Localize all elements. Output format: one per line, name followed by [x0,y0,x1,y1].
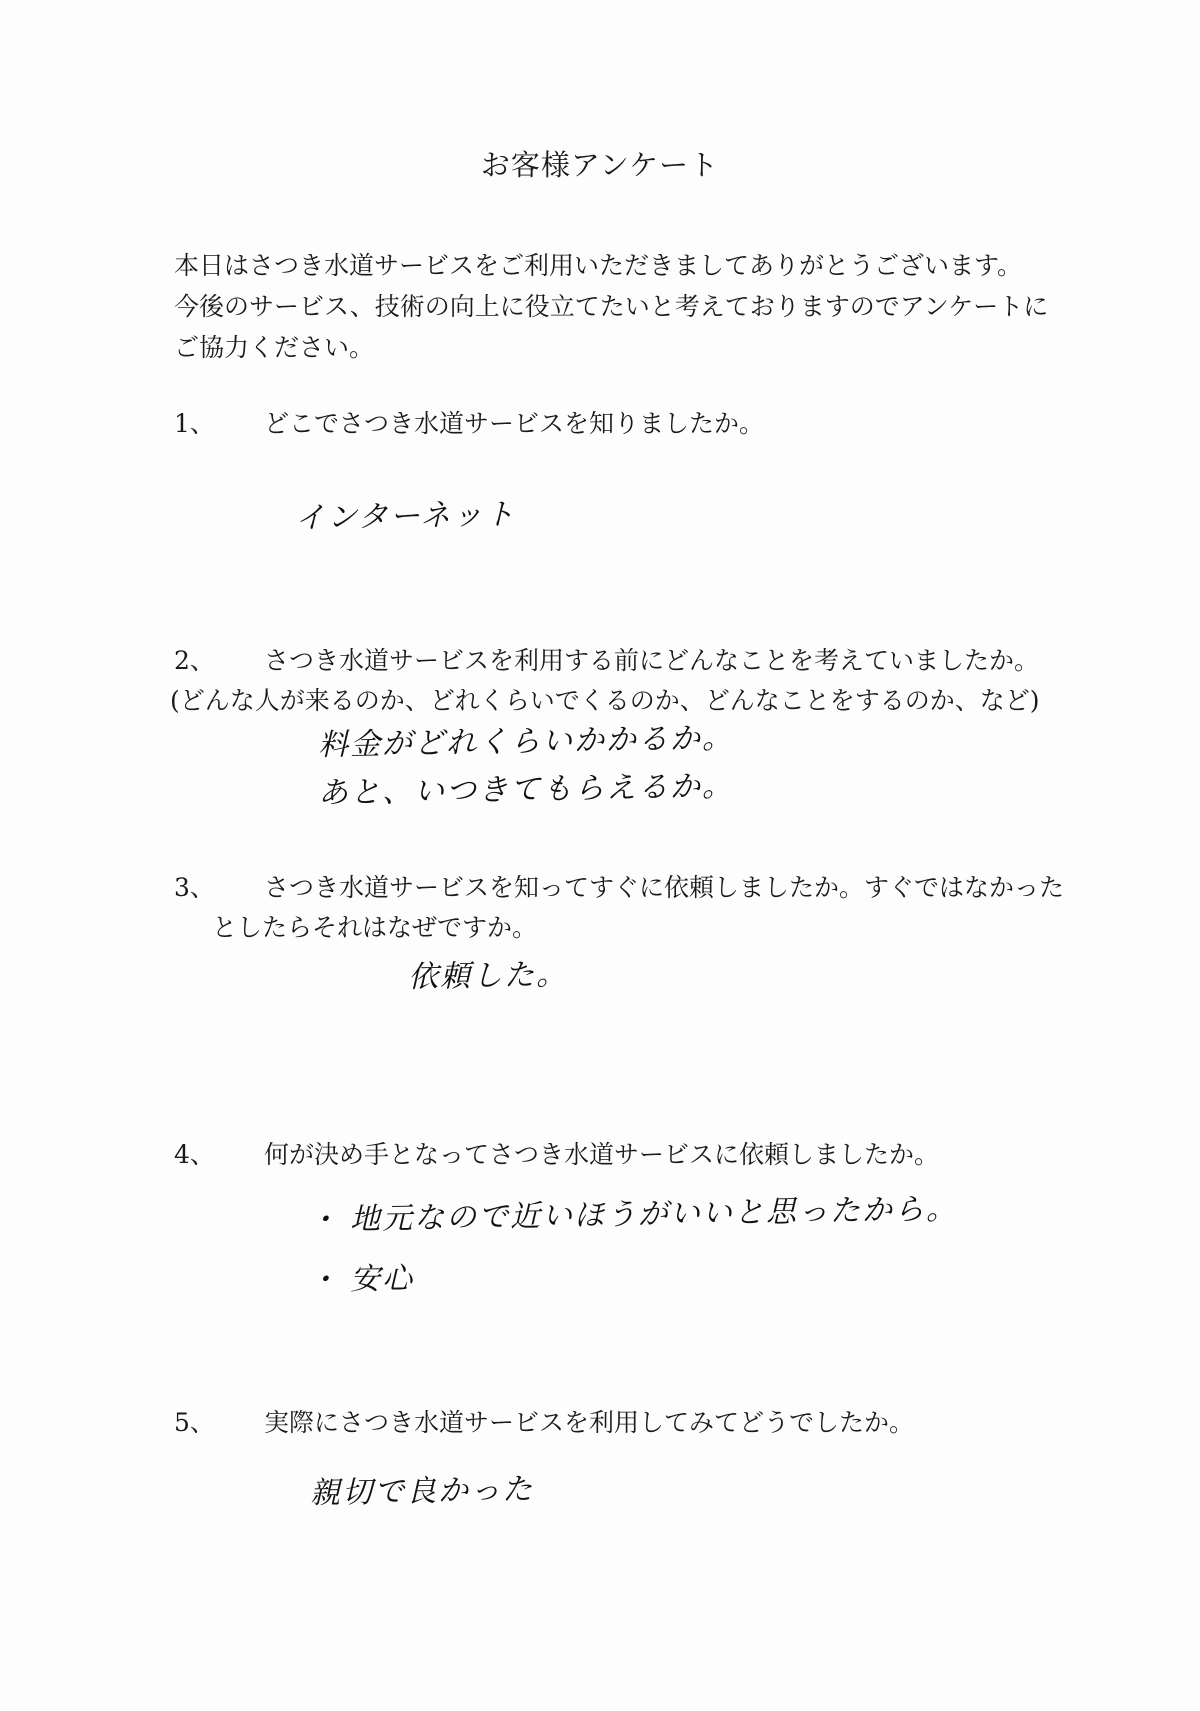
question-subtext: としたらそれはなぜですか。 [212,913,538,942]
handwritten-answer-2b: あと、いつきてもらえるか。 [317,768,735,811]
intro-line: ご協力ください。 [174,333,375,362]
intro-line: 今後のサービス、技術の向上に役立てたいと考えておりますのでアンケートに [174,292,1049,321]
handwritten-answer-1: インターネット [294,497,517,536]
question-number: 4、 [174,1140,215,1169]
question-number: 1、 [174,409,215,438]
question-text: 何が決め手となってさつき水道サービスに依頼しましたか。 [264,1140,940,1169]
handwritten-answer-2a: 料金がどれくらいかかるか。 [317,720,735,763]
question-text: 実際にさつき水道サービスを利用してみてどうでしたか。 [264,1408,915,1437]
handwritten-answer-3: 依頼した。 [407,957,569,995]
page-title: お客様アンケート [480,148,720,182]
question-3 [174,868,1064,948]
handwritten-answer-5: 親切で良かった [309,1472,535,1511]
question-number: 2、 [174,646,215,675]
handwritten-answer-4b: ・ 安心 [308,1253,415,1299]
question-5 [174,1403,914,1443]
question-subtext: (どんな人が来るのか、どれくらいでくるのか、どんなことをするのか、など) [170,686,1040,715]
question-2 [170,641,1040,721]
question-4 [174,1135,939,1175]
question-number: 5、 [174,1408,215,1437]
question-1 [174,404,764,444]
question-text: さつき水道サービスを知ってすぐに依頼しましたか。すぐではなかった [264,873,1065,902]
handwritten-answer-4a: ・ 地元なので近いほうがいいと思ったから。 [308,1184,959,1239]
question-number: 3、 [174,873,215,902]
question-text: どこでさつき水道サービスを知りましたか。 [264,409,765,438]
intro-line: 本日はさつき水道サービスをご利用いただきましてありがとうございます。 [174,251,1023,280]
question-text: さつき水道サービスを利用する前にどんなことを考えていましたか。 [264,646,1040,675]
intro-text [174,245,1094,368]
